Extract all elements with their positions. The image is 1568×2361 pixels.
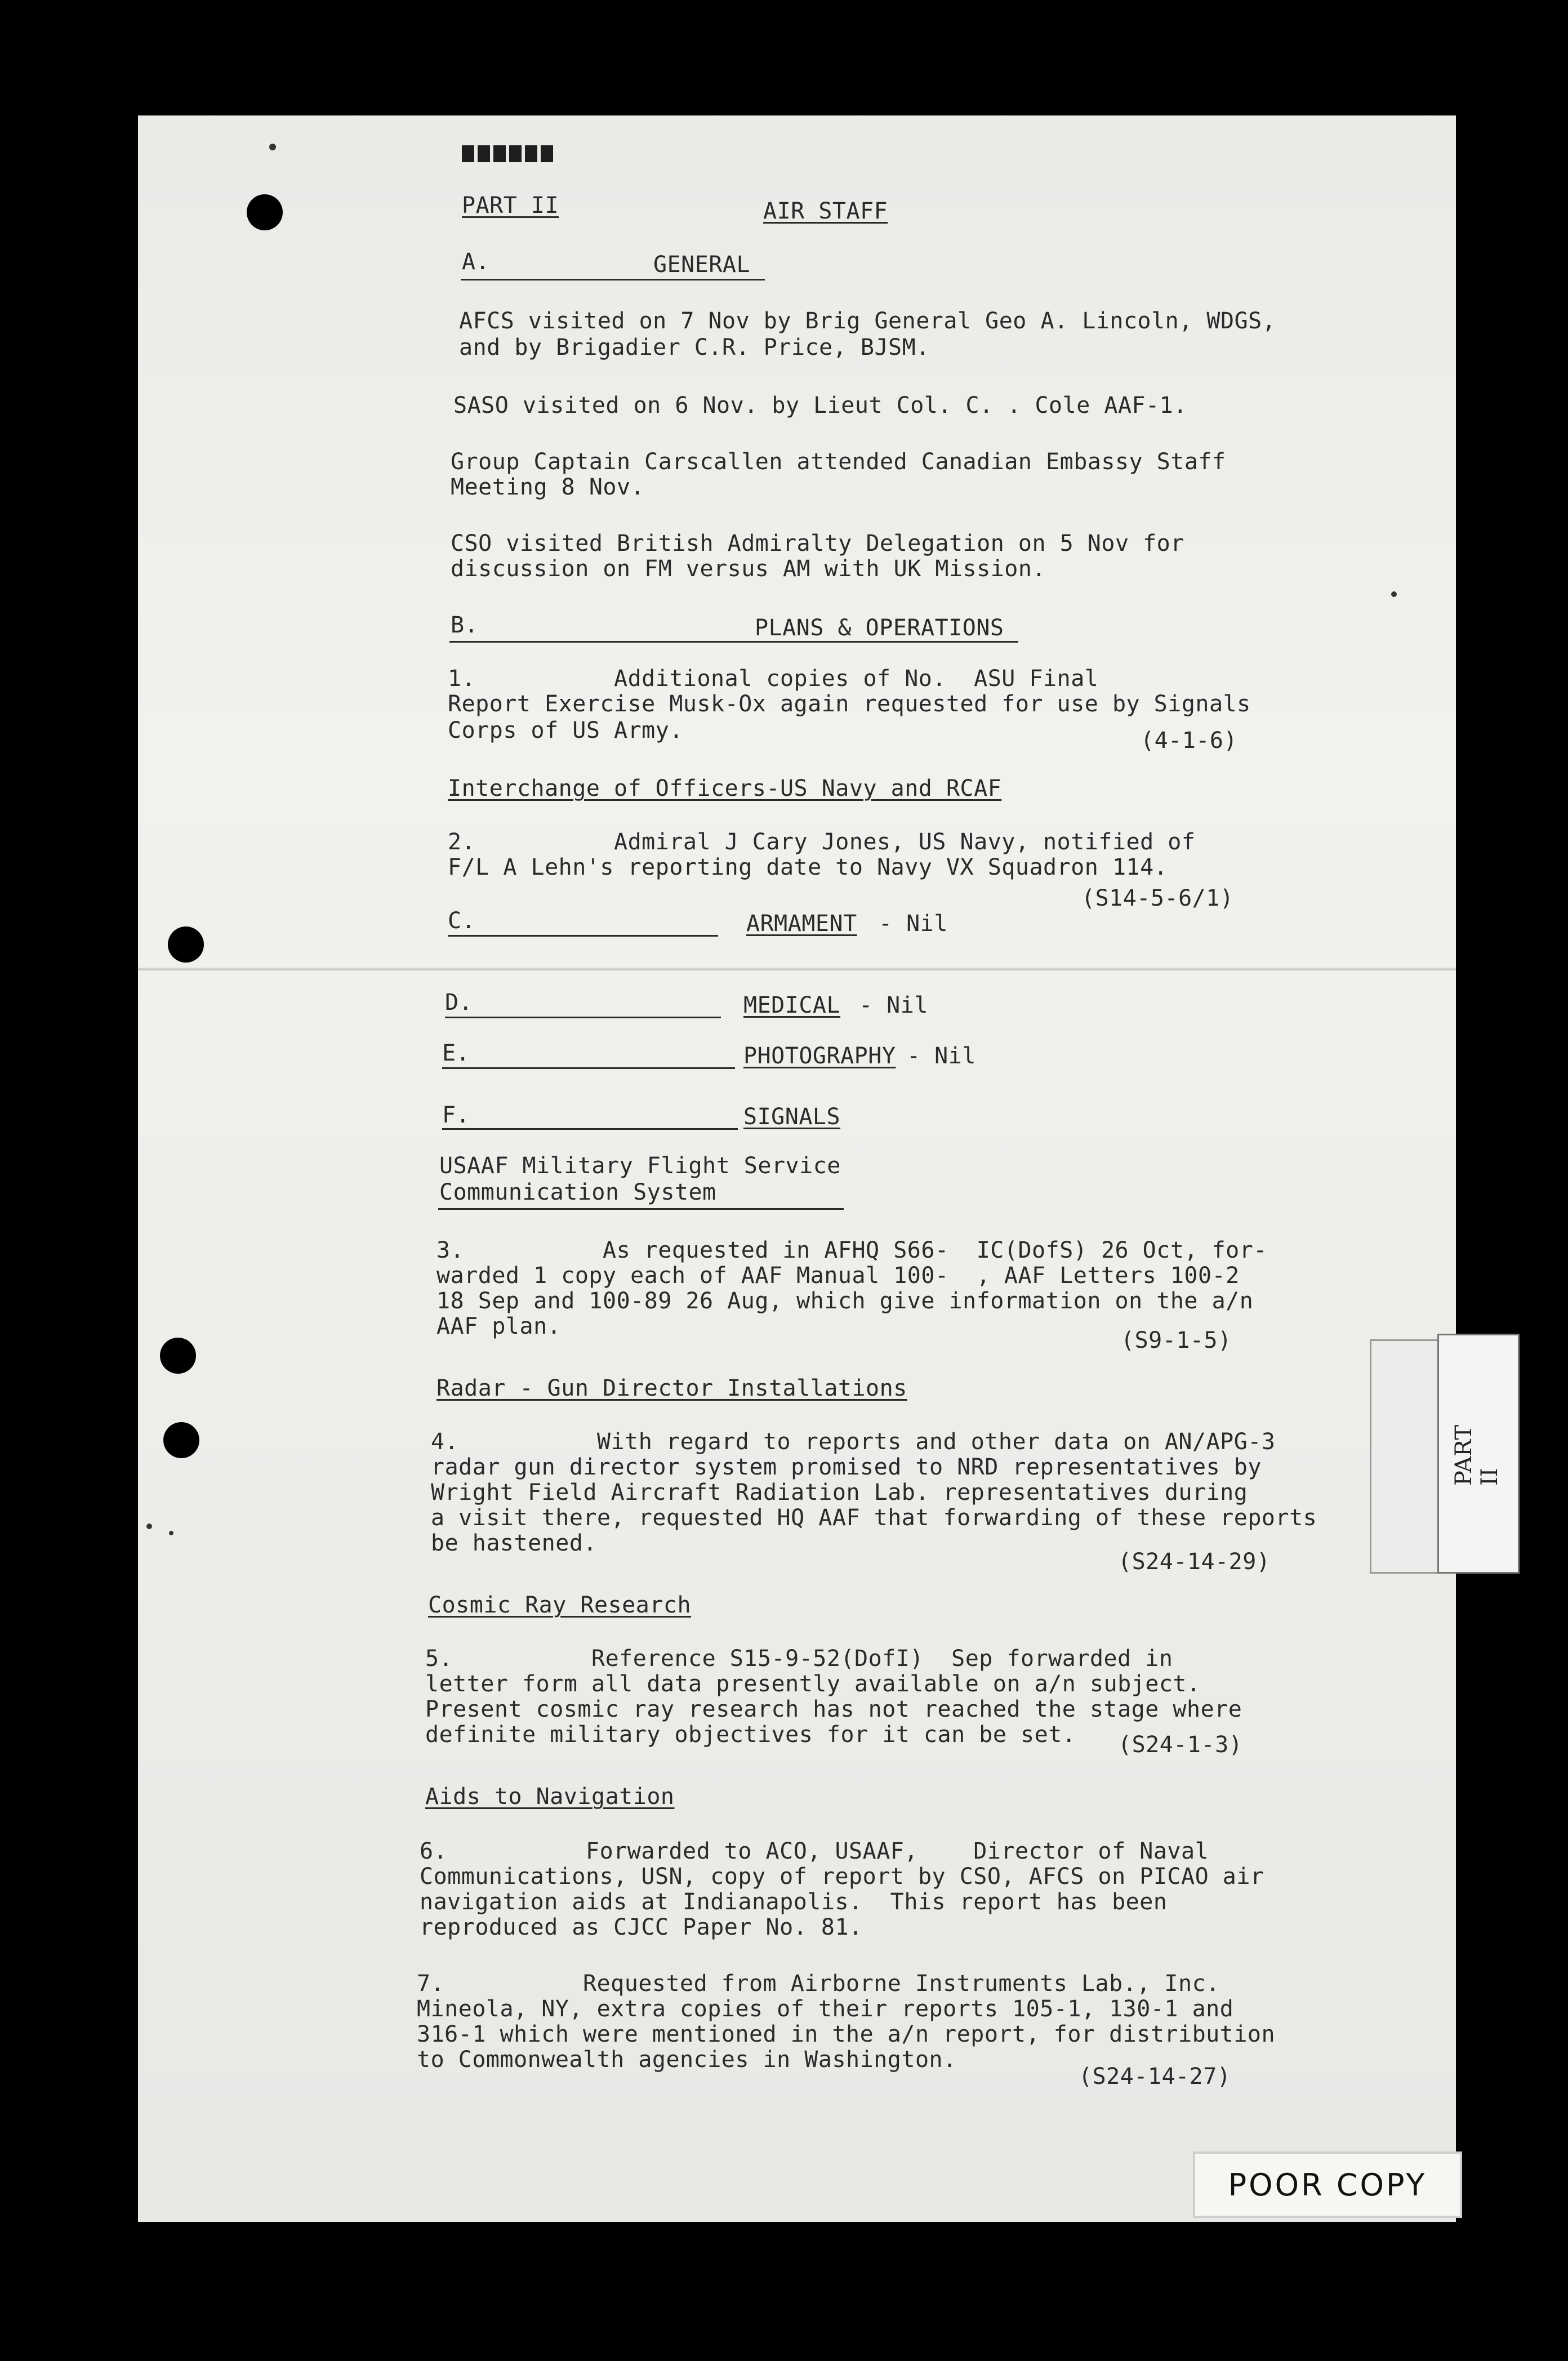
general-para-1-line-2: and by Brigadier C.R. Price, BJSM. bbox=[459, 335, 930, 360]
section-e-rule-left bbox=[442, 1067, 735, 1069]
plans-item-1-line-3: Corps of US Army. bbox=[448, 718, 683, 743]
air-staff-heading: AIR STAFF bbox=[763, 198, 888, 224]
signals-sub-1-rule bbox=[438, 1208, 844, 1210]
signals-item-3-ref: (S9-1-5) bbox=[1121, 1327, 1232, 1353]
section-a-title: GENERAL bbox=[653, 252, 751, 278]
section-c-title: ARMAMENT bbox=[746, 911, 857, 937]
general-para-4-line-2: discussion on FM versus AM with UK Mission. bbox=[451, 556, 1046, 582]
signals-item-6-line-4: reproduced as CJCC Paper No. 81. bbox=[420, 1914, 863, 1940]
signals-item-3-line-4: AAF plan. bbox=[436, 1313, 562, 1339]
section-a-letter: A. bbox=[462, 249, 490, 275]
signals-item-4-line-3: Wright Field Aircraft Radiation Lab. representatives during bbox=[431, 1480, 1248, 1505]
signals-item-6-line-1: 6. Forwarded to ACO, USAAF, Director of Naval bbox=[420, 1838, 1209, 1864]
punch-hole-2 bbox=[168, 926, 204, 963]
section-f-title: SIGNALS bbox=[743, 1104, 841, 1130]
signals-item-4-line-4: a visit there, requested HQ AAF that forwarding of these reports bbox=[431, 1505, 1317, 1531]
plans-item-1-line-1: 1. Additional copies of No. ASU Final bbox=[448, 666, 1099, 692]
section-f-letter: F. bbox=[442, 1102, 470, 1128]
signals-sub-1-line-1: USAAF Military Flight Service bbox=[439, 1153, 841, 1179]
signals-item-7-line-1: 7. Requested from Airborne Instruments Lab., Inc. bbox=[417, 1971, 1220, 1997]
signals-item-4-line-1: 4. With regard to reports and other data on AN/APG-3 bbox=[431, 1429, 1276, 1455]
punch-hole-4 bbox=[163, 1422, 199, 1458]
plans-item-2-ref: (S14-5-6/1) bbox=[1081, 885, 1234, 911]
signals-item-4-line-2: radar gun director system promised to NRD representatives by bbox=[431, 1454, 1262, 1480]
plans-sub-heading: Interchange of Officers-US Navy and RCAF bbox=[448, 776, 1002, 801]
signals-item-5-line-2: letter form all data presently available on a/n subject. bbox=[425, 1671, 1201, 1697]
signals-sub-2: Radar - Gun Director Installations bbox=[436, 1375, 907, 1401]
signals-item-5-line-4: definite military objectives for it can be set. bbox=[425, 1722, 1076, 1748]
signals-item-6-line-3: navigation aids at Indianapolis. This report has been bbox=[420, 1889, 1168, 1915]
signals-item-7-line-2: Mineola, NY, extra copies of their reports 105-1, 130-1 and bbox=[417, 1996, 1234, 2022]
plans-item-1-line-2: Report Exercise Musk-Ox again requested for use by Signals bbox=[448, 691, 1251, 717]
signals-item-5-line-1: 5. Reference S15-9-52(DofI) Sep forwarded in bbox=[425, 1646, 1173, 1672]
general-para-2: SASO visited on 6 Nov. by Lieut Col. C. . Cole AAF-1. bbox=[453, 393, 1187, 418]
general-para-4-line-1: CSO visited British Admiralty Delegation on 5 Nov for bbox=[451, 531, 1184, 556]
section-d-title: MEDICAL bbox=[743, 992, 841, 1018]
redaction-mark bbox=[462, 145, 556, 166]
page-fold bbox=[138, 968, 1456, 971]
signals-item-5-ref: (S24-1-3) bbox=[1118, 1732, 1243, 1758]
signals-sub-1-line-2: Communication System bbox=[439, 1179, 716, 1205]
part-heading: PART II bbox=[462, 193, 559, 219]
plans-item-2-line-2: F/L A Lehn's reporting date to Navy VX Squadron 114. bbox=[448, 854, 1168, 880]
signals-item-3-line-1: 3. As requested in AFHQ S66- IC(DofS) 26 Oct, for- bbox=[436, 1237, 1267, 1263]
signals-item-7-line-4: to Commonwealth agencies in Washington. bbox=[417, 2047, 957, 2073]
section-c-rule-left bbox=[448, 935, 718, 937]
general-para-1-line-1: AFCS visited on 7 Nov by Brig General Geo A. Lincoln, WDGS, bbox=[459, 308, 1276, 334]
punch-hole-1 bbox=[247, 194, 283, 230]
general-para-3-line-1: Group Captain Carscallen attended Canadian Embassy Staff bbox=[451, 449, 1226, 475]
speck bbox=[269, 144, 276, 150]
section-d-status: - Nil bbox=[859, 992, 928, 1018]
section-d-rule-left bbox=[445, 1017, 721, 1018]
signals-item-7-line-3: 316-1 which were mentioned in the a/n report, for distribution bbox=[417, 2021, 1276, 2047]
section-e-title: PHOTOGRAPHY bbox=[743, 1043, 896, 1069]
plans-item-1-ref: (4-1-6) bbox=[1141, 728, 1238, 754]
section-a-rule bbox=[461, 279, 765, 280]
section-e-letter: E. bbox=[442, 1040, 470, 1066]
signals-sub-3: Cosmic Ray Research bbox=[428, 1592, 692, 1618]
signals-item-4-line-5: be hastened. bbox=[431, 1530, 597, 1556]
section-b-letter: B. bbox=[451, 612, 479, 638]
section-d-letter: D. bbox=[445, 990, 473, 1015]
speck bbox=[146, 1523, 152, 1529]
punch-hole-3 bbox=[160, 1338, 196, 1374]
section-b-title: PLANS & OPERATIONS bbox=[755, 615, 1004, 641]
plans-item-2-line-1: 2. Admiral J Cary Jones, US Navy, notified of bbox=[448, 829, 1196, 855]
signals-item-3-line-2: warded 1 copy each of AAF Manual 100- , AAF Letters 100-2 bbox=[436, 1263, 1240, 1289]
poor-copy-label: POOR COPY bbox=[1193, 2151, 1462, 2218]
section-f-rule-left bbox=[442, 1128, 738, 1130]
signals-item-7-ref: (S24-14-27) bbox=[1079, 2064, 1231, 2090]
speck bbox=[1391, 591, 1397, 597]
speck bbox=[169, 1531, 173, 1535]
section-c-letter: C. bbox=[448, 908, 476, 934]
tab-label: PART II bbox=[1451, 1424, 1503, 1486]
signals-item-6-line-2: Communications, USN, copy of report by CSO, AFCS on PICAO air bbox=[420, 1864, 1264, 1890]
section-c-status: - Nil bbox=[879, 911, 948, 937]
signals-item-5-line-3: Present cosmic ray research has not reached the stage where bbox=[425, 1696, 1242, 1722]
signals-item-3-line-3: 18 Sep and 100-89 26 Aug, which give information on the a/n bbox=[436, 1288, 1254, 1314]
section-b-rule bbox=[449, 641, 1018, 643]
part-tab bbox=[1370, 1334, 1531, 1576]
general-para-3-line-2: Meeting 8 Nov. bbox=[451, 474, 645, 500]
signals-sub-4: Aids to Navigation bbox=[425, 1784, 675, 1810]
signals-item-4-ref: (S24-14-29) bbox=[1118, 1549, 1271, 1575]
section-e-status: - Nil bbox=[907, 1043, 976, 1069]
